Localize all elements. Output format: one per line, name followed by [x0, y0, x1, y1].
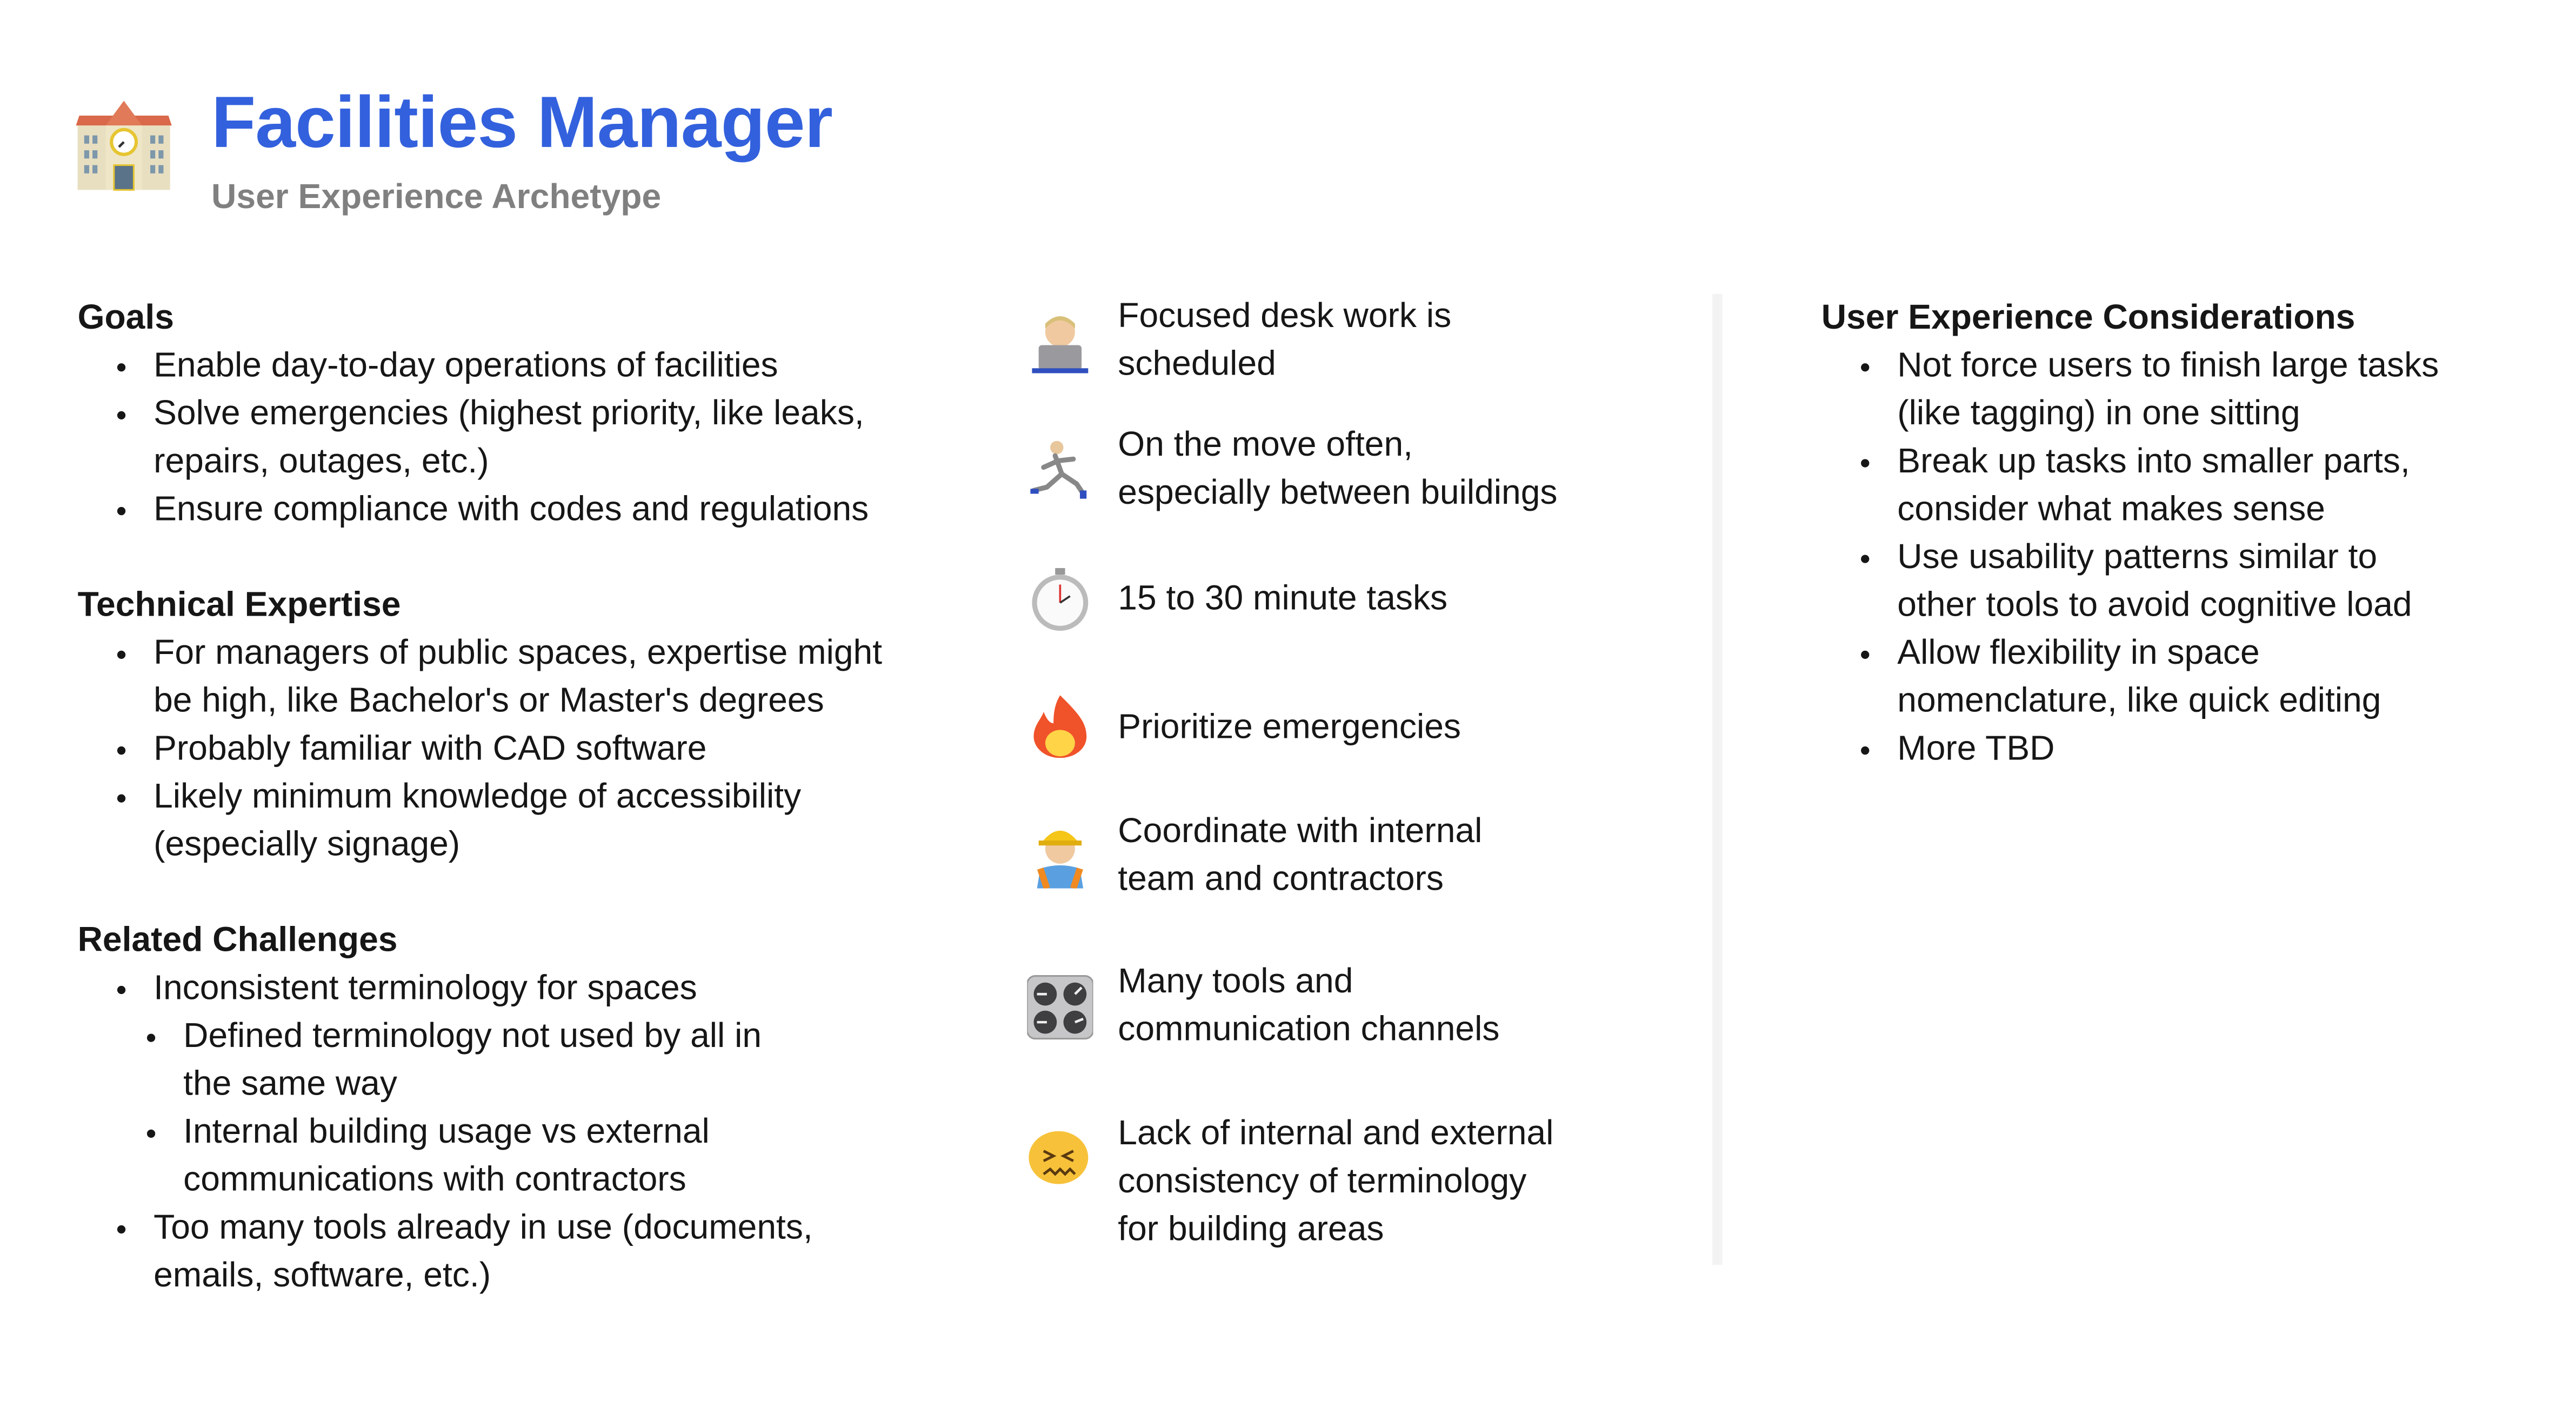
- ux-considerations-heading: User Experience Considerations: [1821, 298, 2355, 337]
- trait-text-line: Prioritize emergencies: [1118, 708, 1461, 746]
- expertise-section: [78, 581, 920, 869]
- trait-text-line: consistency of terminology: [1118, 1162, 1527, 1201]
- fire-icon: [1027, 692, 1093, 758]
- control-knobs-icon: [1027, 975, 1093, 1041]
- list-item-text: Inconsistent terminology for spaces: [154, 969, 697, 1008]
- page-title: Facilities Manager: [211, 82, 833, 164]
- goals-heading: Goals: [77, 298, 174, 337]
- trait-text-line: Lack of internal and external: [1118, 1115, 1554, 1153]
- list-item: [78, 964, 920, 1204]
- right-column: [1821, 294, 2482, 773]
- list-item: More TBD: [1821, 725, 2465, 773]
- trait-text-line: scheduled: [1118, 345, 1276, 383]
- trait-text-line: On the move often,: [1118, 426, 1413, 464]
- page-subtitle: User Experience Archetype: [211, 178, 662, 217]
- technologist-icon: [1027, 309, 1093, 375]
- sub-list-item: Defined terminology not used by all in the same way: [78, 1012, 771, 1108]
- list-item: For managers of public spaces, expertise might be high, like Bachelor's or Master's degrees: [78, 629, 920, 725]
- list-item: Solve emergencies (highest priority, like leaks, repairs, outages, etc.): [78, 390, 920, 485]
- trait-text-line: Coordinate with internal: [1118, 812, 1483, 851]
- list-item: Probably familiar with CAD software: [78, 725, 920, 773]
- goals-section: [78, 294, 920, 533]
- list-item: Enable day-to-day operations of facilities: [78, 342, 920, 390]
- list-item: Break up tasks into smaller parts, consider what makes sense: [1821, 438, 2465, 533]
- left-column: [78, 294, 920, 1300]
- trait-text-line: Focused desk work is: [1118, 297, 1452, 336]
- list-item: Ensure compliance with codes and regulations: [78, 485, 920, 533]
- list-item: Likely minimum knowledge of accessibility (especially signage): [78, 773, 920, 869]
- list-item: Not force users to finish large tasks (like tagging) in one sitting: [1821, 342, 2465, 437]
- list-item: Use usability patterns similar to other tools to avoid cognitive load: [1821, 533, 2465, 629]
- school-building-icon: [72, 99, 175, 191]
- trait-text-line: for building areas: [1118, 1210, 1384, 1249]
- challenges-heading: Related Challenges: [77, 921, 398, 960]
- trait-text-line: Many tools and: [1118, 963, 1353, 1001]
- trait-text-line: communication channels: [1118, 1010, 1500, 1049]
- challenges-section: [78, 917, 920, 1300]
- column-divider: [1712, 294, 1722, 1265]
- trait-text-line: team and contractors: [1118, 860, 1444, 898]
- trait-text-line: especially between buildings: [1118, 473, 1558, 512]
- confounded-face-icon: [1027, 1125, 1093, 1191]
- sub-list-item: Internal building usage vs external communications with contractors: [78, 1108, 771, 1204]
- list-item: Allow flexibility in space nomenclature, like quick editing: [1821, 629, 2465, 725]
- running-person-icon: [1027, 438, 1093, 504]
- trait-text-line: 15 to 30 minute tasks: [1118, 579, 1448, 618]
- construction-worker-icon: [1027, 822, 1093, 888]
- stopwatch-icon: [1027, 566, 1093, 632]
- expertise-heading: Technical Expertise: [77, 586, 401, 624]
- list-item: Too many tools already in use (documents, emails, software, etc.): [78, 1204, 847, 1299]
